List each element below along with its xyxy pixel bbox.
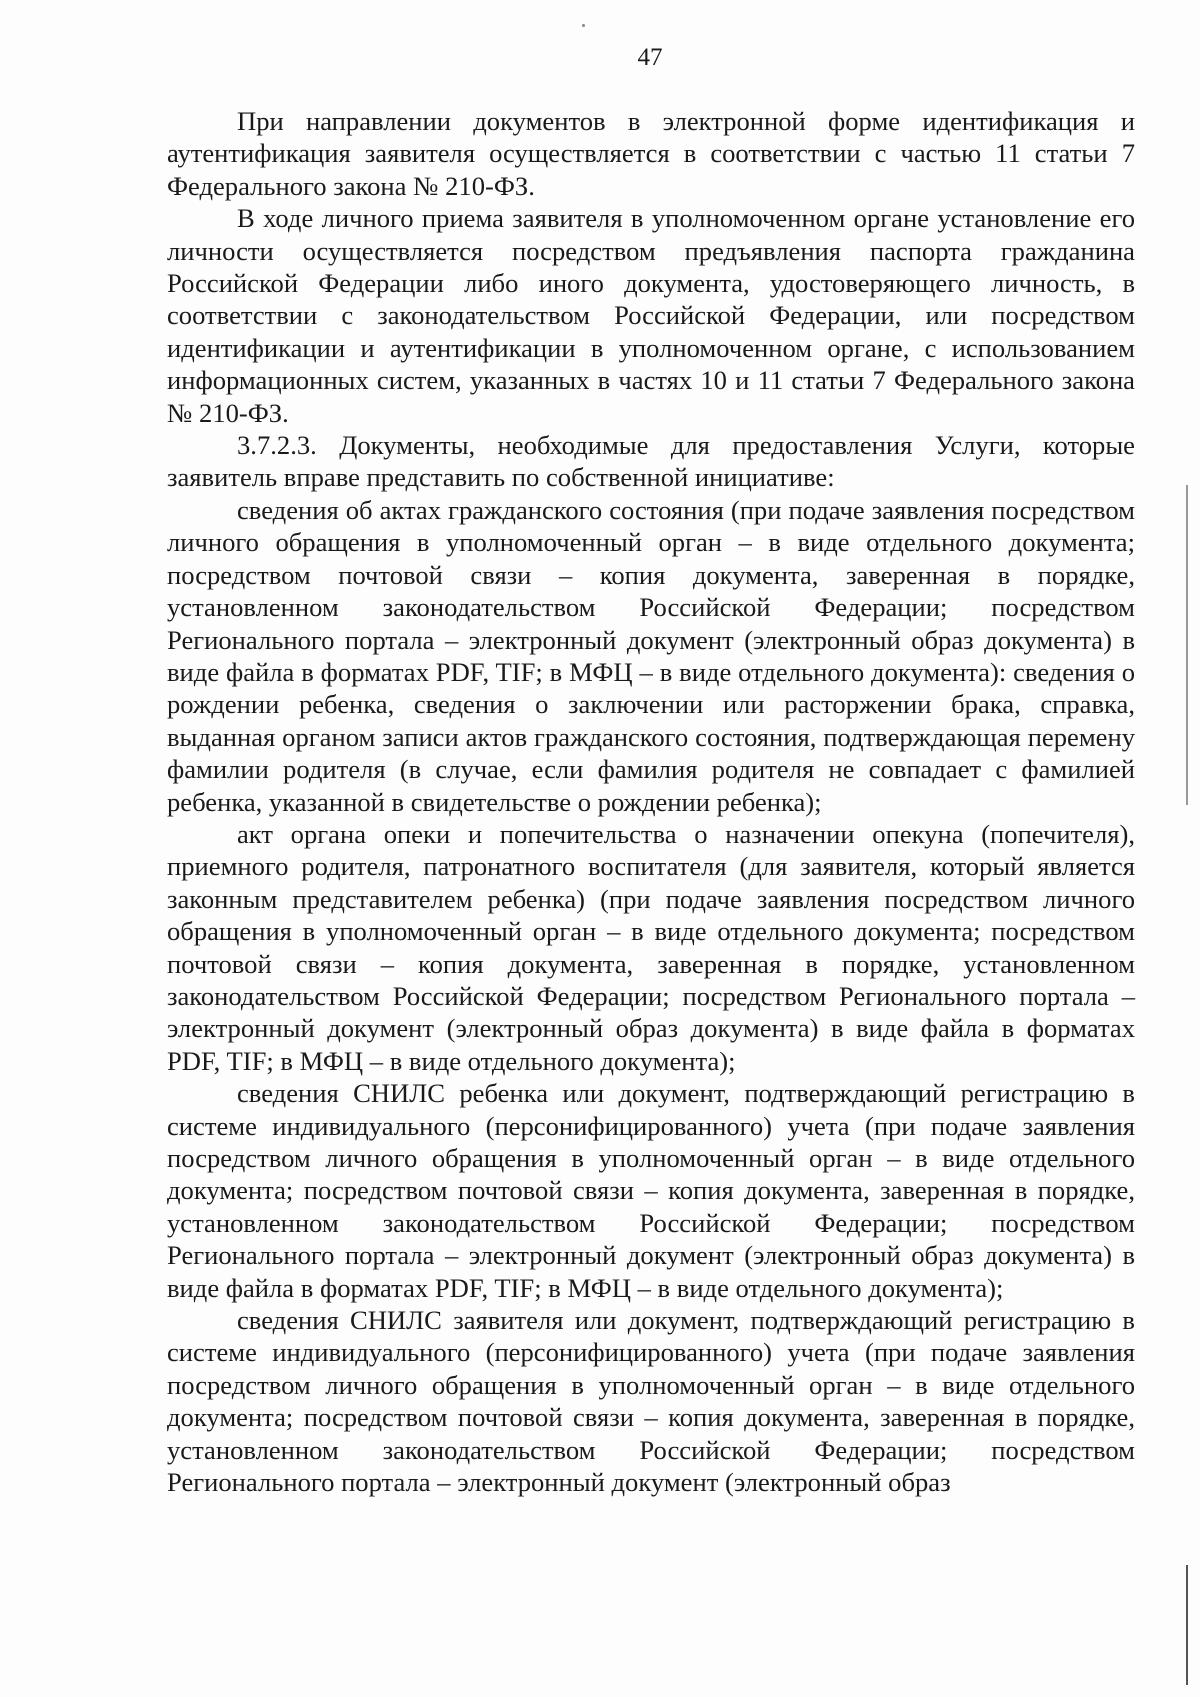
paragraph-section-3-7-2-3: 3.7.2.3. Документы, необходимые для предоставления Услуги, которые заявитель вправе представить по собственной инициативе: (167, 430, 1135, 493)
paragraph-civil-status-records: сведения об актах гражданского состояния (при подаче заявления посредством личного обращения в уполномоченный орган – в виде отдельного документа; посредством почтовой связи – копия документа, заверенная в порядке, установленном законодательством Российской Федерации; посредством Регионального портала – электронный документ (электронный образ документа) в виде файла в форматах PDF, TIF; в МФЦ – в виде отдельного документа): сведения о рождении ребенка, сведения о заключении или расторжении брака, справка, выданная органом записи актов гражданского состояния, подтверждающая перемену фамилии родителя (в случае, если фамилия родителя не совпадает с фамилией ребенка, указанной в свидетельстве о рождении ребенка); (167, 494, 1135, 817)
paragraph-e-identification: При направлении документов в электронной форме идентификация и аутентификация заявителя осуществляется в соответствии с частью 11 статьи 7 Федерального закона № 210-ФЗ. (167, 106, 1135, 201)
scan-artifact-line (1186, 485, 1188, 805)
scan-artifact-line (1186, 1565, 1188, 1685)
paragraph-child-snils: сведения СНИЛС ребенка или документ, подтверждающий регистрацию в системе индивидуального (персонифицированного) учета (при подаче заявления посредством личного обращения в уполномоченный орган – в виде отдельного документа; посредством почтовой связи – копия документа, заверенная в порядке, установленном законодательством Российской Федерации; посредством Регионального портала – электронный документ (электронный образ документа) в виде файла в форматах PDF, TIF; в МФЦ – в виде отдельного документа); (167, 1078, 1135, 1303)
paragraph-personal-reception: В ходе личного приема заявителя в уполномоченном органе установление его личности осуществляется посредством предъявления паспорта гражданина Российской Федерации либо иного документа, удостоверяющего личность, в соответствии с законодательством Российской Федерации, или посредством идентификации и аутентификации в уполномоченном органе, с использованием информационных систем, указанных в частях 10 и 11 статьи 7 Федерального закона № 210-ФЗ. (167, 203, 1135, 428)
page-number: 47 (637, 44, 663, 71)
paragraph-guardianship-act: акт органа опеки и попечительства о назначении опекуна (попечителя), приемного родителя, патронатного воспитателя (для заявителя, который является законным представителем ребенка) (при подаче заявления посредством личного обращения в уполномоченный орган – в виде отдельного документа; посредством почтовой связи – копия документа, заверенная в порядке, установленном законодательством Российской Федерации; посредством Регионального портала – электронный документ (электронный образ документа) в виде файла в форматах PDF, TIF; в МФЦ – в виде отдельного документа); (167, 818, 1135, 1076)
scan-artifact-dot (582, 24, 585, 27)
document-body (167, 105, 1135, 1498)
paragraph-applicant-snils: сведения СНИЛС заявителя или документ, подтверждающий регистрацию в системе индивидуального (персонифицированного) учета (при подаче заявления посредством личного обращения в уполномоченный орган – в виде отдельного документа; посредством почтовой связи – копия документа, заверенная в порядке, установленном законодательством Российской Федерации; посредством Регионального портала – электронный документ (электронный образ (167, 1305, 1135, 1498)
